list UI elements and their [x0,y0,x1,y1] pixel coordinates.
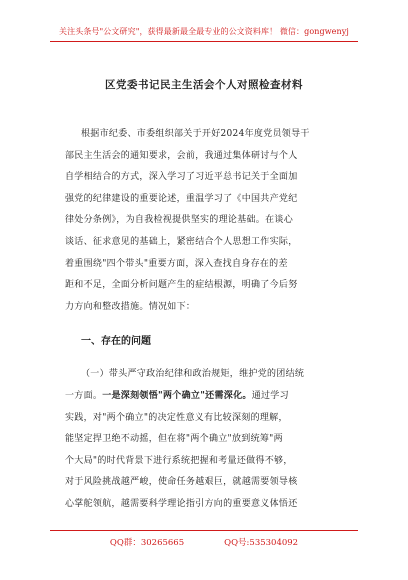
document-title: 区党委书记民主生活会个人对照检查材料 [105,79,303,91]
document-body [65,124,345,516]
intro-line: 谈话、征求意见的基础上，紧密结合个人思想工作实际， [65,236,298,247]
top-divider [50,41,358,42]
paragraph-line: 实践，对"两个确立"的决定性意义有比较深刻的理解， [65,412,288,423]
paragraph-line [65,386,345,408]
intro-line: 强党的纪律建设的重要论述，重温学习了《中国共产党纪 [65,193,298,204]
intro-line: 部民主生活会的通知要求，会前，我通过集体研讨与个人 [65,150,298,161]
paragraph-line: 个大局"的时代背景下进行系统把握和考量还做得不够， [65,455,293,466]
paragraph-line: 对于风险挑战越严峻，使命任务越艰巨，就越需要领导核 [65,477,298,488]
paragraph-line: （一）带头严守政治纪律和政治规矩，维护党的团结统 [81,369,305,380]
qq-group-text: QQ群：30265665 [109,538,185,548]
section-heading: 一、存在的问题 [81,336,151,348]
intro-line: 距和不足，全面分析问题产生的症结根源，明确了今后努 [65,280,298,291]
paragraph-line: 能坚定捍卫绝不动摇，但在将"两个确立"放到统筹"两 [65,434,283,445]
intro-line: 律处分条例》，为自我检视提供坚实的理论基础。在谈心 [65,215,294,226]
emphasis-text: 一是深刻领悟"两个确立"还需深化。 [102,390,252,401]
intro-line: 力方向和整改措施。情况如下： [65,301,196,312]
intro-line: 着重围绕"四个带头"重要方面，深入查找自身存在的差 [65,258,288,269]
intro-line: 自学相结合的方式，深入学习了习近平总书记关于全面加 [65,172,298,183]
paragraph-text: 一方面。 [65,390,103,401]
paragraph-text: 通过学习 [251,390,289,401]
intro-line: 根据市纪委、市委组织部关于开好2024年度党员领导干 [81,129,310,139]
footer-banner [0,536,408,548]
paragraph-line: 心掌舵领航，越需要科学理论指引方向的重要意义体悟还 [65,498,298,509]
qq-number-text: QQ号:535304092 [224,538,299,548]
top-banner: 关注头条号"公文研究"，获得最新最全最专业的公文资料库！ 微信：gongwenyj [59,27,349,36]
bottom-divider [50,530,358,531]
